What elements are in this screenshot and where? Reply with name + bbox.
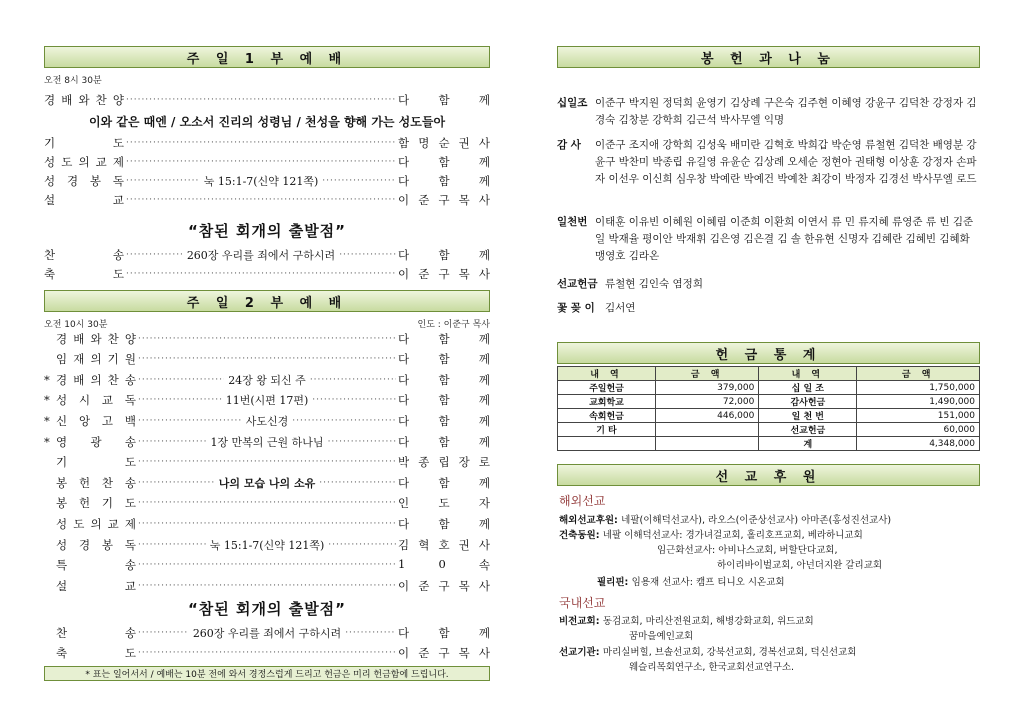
order-person: 다 함 께: [398, 352, 490, 367]
order-detail: 11번(시편 17편): [225, 394, 309, 408]
order-row: [44, 454, 490, 471]
order-row: [44, 412, 490, 429]
order-row: [44, 392, 490, 409]
order-label: 영 광 송: [56, 434, 136, 449]
leader-dots: [126, 269, 396, 279]
stat-amount: 151,000: [857, 409, 980, 423]
order-label: 설 교: [56, 578, 136, 593]
leader-dots: [138, 375, 224, 385]
table-row: [558, 409, 980, 423]
mission-line: [559, 645, 856, 660]
stat-amount: 4,348,000: [857, 437, 980, 451]
order-row: [44, 351, 490, 368]
mission-detail: 동검교회, 마리산전원교회, 해병강화교회, 위드교회: [602, 616, 814, 627]
offering-category: 꽃 꽂 이: [557, 302, 595, 314]
table-row: [558, 423, 980, 437]
leader-dots: [138, 628, 189, 638]
table-row: [558, 437, 980, 451]
order-row: [44, 495, 490, 512]
column-header: 내 역: [558, 367, 656, 381]
order-detail: 1장 만복의 근원 하나님: [210, 435, 324, 449]
order-row: [44, 265, 490, 282]
mission-line: [597, 575, 785, 590]
leader-dots: [138, 498, 396, 508]
leader-dots: [126, 95, 396, 105]
order-person: 다 함 께: [398, 516, 490, 531]
mission-line: [629, 660, 794, 675]
service1-time: 오전 8시 30분: [44, 76, 102, 86]
mission-category: 비전교회:: [559, 616, 603, 627]
leader-dots: [126, 195, 396, 205]
order-label: 경 배 의 찬 송: [56, 372, 136, 387]
service1-praise: 이와 같은 때엔 / 오소서 진리의 성령님 / 천성을 향해 가는 성도들아: [88, 115, 446, 129]
offering-title: 봉 헌 과 나 눔: [557, 46, 980, 68]
order-label: 설 교: [44, 192, 124, 207]
table-row: [558, 395, 980, 409]
order-label: 봉 헌 기 도: [56, 496, 136, 511]
stat-label: 계: [759, 437, 857, 451]
offering-names: 류철현 김인숙 염정희: [605, 278, 703, 290]
offering-group: [557, 214, 980, 265]
leader-dots: [292, 416, 396, 426]
leader-dots: [138, 334, 396, 344]
order-label: 경 배 와 찬 양: [56, 331, 136, 346]
leader-dots: [312, 395, 396, 405]
leader-dots: [138, 457, 396, 467]
leader-dots: [126, 250, 183, 260]
leader-dots: [138, 478, 215, 488]
offering-category: 일천번: [557, 216, 588, 228]
offering-names: 이준구 조지애 강학희 김성욱 배미란 김혁호 박희갑 박순영 류철현 김덕찬 배영분 강윤구 박찬미 박종립 유길영 유윤순 김상례 오세순 정현아 권태형 이상훈 강정자 손파자 이선우 이신희 심우창 박예란 박예건 박예찬 최강이 박정자 김경선 박사무엘 로드: [595, 139, 977, 185]
order-detail: 260장 우리를 죄에서 구하시려: [186, 248, 336, 262]
order-label: 성 도 의 교 제: [56, 516, 136, 531]
footnote: * 표는 일어서서 / 예배는 10분 전에 와서 경정스럽게 드리고 헌금은 미리 헌금함에 드립니다.: [44, 666, 490, 681]
order-label: 축 도: [56, 645, 136, 660]
order-label: 봉 헌 찬 송: [56, 475, 136, 490]
order-label: 찬 송: [56, 625, 136, 640]
table-header: [558, 367, 980, 381]
stat-label: 속회헌금: [558, 409, 656, 423]
mission-category: 필리핀:: [597, 577, 632, 588]
column-header: 금 액: [857, 367, 980, 381]
order-row: [44, 246, 490, 263]
stat-amount: 60,000: [857, 423, 980, 437]
mission-detail: 임용재 선교사: 캠프 티니오 시온교회: [631, 577, 785, 588]
order-detail: 눅 15:1-7(신약 121쪽): [209, 538, 325, 552]
order-person: 1 0 속: [398, 557, 490, 573]
order-person: 다 함 께: [398, 173, 490, 188]
order-person: 다 함 께: [398, 413, 490, 428]
order-label: 성 경 봉 독: [44, 173, 124, 188]
column-header: 내 역: [759, 367, 857, 381]
order-row: [44, 624, 490, 641]
order-person: 이 준 구 목 사: [398, 266, 490, 281]
order-row: [44, 91, 490, 108]
mission-category: 선교기관:: [559, 647, 603, 658]
order-detail: 나의 모습 나의 소유: [218, 476, 316, 490]
mission-line: [559, 513, 891, 528]
order-person: 이 준 구 목 사: [398, 192, 490, 207]
leader-dots: [138, 416, 242, 426]
leader-dots: [322, 176, 396, 186]
stat-amount: [655, 437, 758, 451]
overseas-heading: 해외선교: [559, 494, 606, 508]
leader-dots: [319, 478, 396, 488]
offering-group: [557, 137, 980, 188]
stand-mark: *: [44, 434, 50, 449]
mission-detail: 꿈마을예인교회: [629, 631, 694, 642]
offering-group: [557, 276, 980, 293]
leader-dots: [345, 628, 396, 638]
order-person: 김 혁 호 권 사: [398, 537, 490, 552]
order-row: [44, 557, 490, 574]
service1-sermon-title: “참된 회개의 출발점”: [187, 222, 347, 240]
leader-dots: [138, 395, 222, 405]
mission-detail: 네팔 이해덕선교사: 경가녀걸교회, 홀리호프교회, 베라하니교회: [602, 530, 863, 541]
service1-title: 주 일 1 부 예 배: [44, 46, 490, 68]
order-label: 특 송: [56, 558, 136, 573]
order-row: [44, 153, 490, 170]
service2-time: 오전 10시 30분: [44, 320, 108, 330]
stat-amount: [655, 423, 758, 437]
mission-detail: 마리실버힐, 브솔선교회, 강북선교회, 경복선교회, 덕신선교회: [602, 647, 857, 658]
order-detail: 눅 15:1-7(신약 121쪽): [203, 174, 319, 188]
mission-category: 해외선교후원:: [559, 515, 622, 526]
order-label: 신 앙 고 백: [56, 413, 136, 428]
offering-group: [557, 300, 980, 317]
service2-sermon-title: “참된 회개의 출발점”: [187, 600, 347, 618]
mission-detail: 네팔(이해덕선교사), 라오스(이준상선교사) 아마존(홍성진선교사): [621, 515, 892, 526]
leader-dots: [328, 540, 396, 550]
stat-label: [558, 437, 656, 451]
order-row: [44, 191, 490, 208]
order-person: 다 함 께: [398, 625, 490, 640]
service2-leader: 인도 : 이준구 목사: [417, 320, 490, 330]
stat-label: 기 타: [558, 423, 656, 437]
leader-dots: [138, 437, 206, 447]
order-person: 박 종 립 장 로: [398, 455, 490, 470]
order-person: 함 명 순 권 사: [398, 135, 490, 150]
order-row: [44, 433, 490, 450]
stat-label: 십 일 조: [759, 381, 857, 395]
stat-label: 일 천 번: [759, 409, 857, 423]
mission-line: [629, 629, 693, 644]
order-detail: 사도신경: [245, 414, 289, 428]
table-row: [558, 381, 980, 395]
order-label: 기 도: [56, 455, 136, 470]
stat-label: 주일헌금: [558, 381, 656, 395]
order-label: 성 도 의 교 제: [44, 154, 124, 169]
order-row: [44, 134, 490, 151]
mission-line: [657, 543, 837, 558]
order-detail: 24장 왕 되신 주: [228, 373, 306, 387]
order-person: 인 도 자: [398, 496, 490, 511]
order-person: 이 준 구 목 사: [398, 578, 490, 593]
order-row: [44, 474, 490, 491]
leader-dots: [138, 540, 206, 550]
order-person: 다 함 께: [398, 331, 490, 346]
order-person: 다 함 께: [398, 475, 490, 490]
order-person: 이 준 구 목 사: [398, 645, 490, 660]
stand-mark: *: [44, 393, 50, 408]
order-label: 찬 송: [44, 247, 124, 262]
stat-amount: 379,000: [655, 381, 758, 395]
leader-dots: [126, 157, 396, 167]
mission-detail: 임근화선교사: 아비나스교회, 버할단다교회,: [657, 545, 838, 556]
order-label: 성 시 교 독: [56, 393, 136, 408]
order-person: 다 함 께: [398, 372, 490, 387]
mission-line: [559, 528, 863, 543]
order-label: 성 경 봉 독: [56, 537, 136, 552]
leader-dots: [126, 138, 396, 148]
column-header: 금 액: [655, 367, 758, 381]
offering-category: 감 사: [557, 139, 581, 151]
offering-names: 김서연: [605, 302, 636, 314]
order-label: 기 도: [44, 135, 124, 150]
leader-dots: [339, 250, 396, 260]
stat-amount: 1,750,000: [857, 381, 980, 395]
offering-category: 선교헌금: [557, 278, 598, 290]
order-row: [44, 371, 490, 388]
order-label: 축 도: [44, 266, 124, 281]
mission-detail: 웨슬리목회연구소, 한국교회선교연구소.: [629, 662, 795, 673]
order-detail: 260장 우리를 죄에서 구하시려: [192, 626, 342, 640]
order-row: [44, 577, 490, 594]
leader-dots: [138, 648, 396, 658]
stats-title: 헌 금 통 계: [557, 342, 980, 364]
stat-amount: 446,000: [655, 409, 758, 423]
domestic-heading: 국내선교: [559, 596, 606, 610]
leader-dots: [138, 581, 396, 591]
mission-line: [717, 558, 882, 573]
order-person: 다 함 께: [398, 393, 490, 408]
stat-label: 선교헌금: [759, 423, 857, 437]
leader-dots: [310, 375, 396, 385]
stat-amount: 72,000: [655, 395, 758, 409]
mission-title: 선 교 후 원: [557, 464, 980, 486]
mission-line: [559, 614, 814, 629]
service2-title: 주 일 2 부 예 배: [44, 290, 490, 312]
leader-dots: [138, 354, 396, 364]
stand-mark: *: [44, 372, 50, 387]
leader-dots: [126, 176, 200, 186]
stat-label: 감사헌금: [759, 395, 857, 409]
order-person: 다 함 께: [398, 247, 490, 262]
leader-dots: [138, 560, 396, 570]
leader-dots: [328, 437, 396, 447]
leader-dots: [138, 519, 396, 529]
offering-category: 십일조: [557, 97, 588, 109]
order-row: [44, 515, 490, 532]
order-row: [44, 536, 490, 553]
order-person: 다 함 께: [398, 92, 490, 107]
stat-label: 교회학교: [558, 395, 656, 409]
order-person: 다 함 께: [398, 434, 490, 449]
order-row: [44, 330, 490, 347]
stand-mark: *: [44, 413, 50, 428]
order-label: 임 재 의 기 원: [56, 352, 136, 367]
offering-names: 이준구 박지원 정덕희 윤영기 김상례 구은숙 김주현 이혜영 강윤구 김덕찬 강정자 김경숙 김창분 강학희 김근석 박사무엘 익명: [595, 97, 977, 126]
order-row: [44, 172, 490, 189]
mission-detail: 하이리바이벌교회, 아넌더지완 갈리교회: [717, 560, 883, 571]
mission-category: 건축동원:: [559, 530, 603, 541]
order-row: [44, 644, 490, 661]
order-label: 경 배 와 찬 양: [44, 92, 124, 107]
stat-amount: 1,490,000: [857, 395, 980, 409]
offering-group: [557, 95, 980, 129]
offering-names: 이태훈 이유빈 이혜원 이혜림 이준희 이환희 이연서 류 민 류지혜 류영준 류 빈 김준일 박재율 평이안 박재휘 김은영 김은결 김 솔 한유현 신명자 김혜란 김혜빈 김혜화 맹영호 김라온: [595, 216, 974, 262]
order-person: 다 함 께: [398, 154, 490, 169]
offering-stats-table: [557, 366, 980, 451]
